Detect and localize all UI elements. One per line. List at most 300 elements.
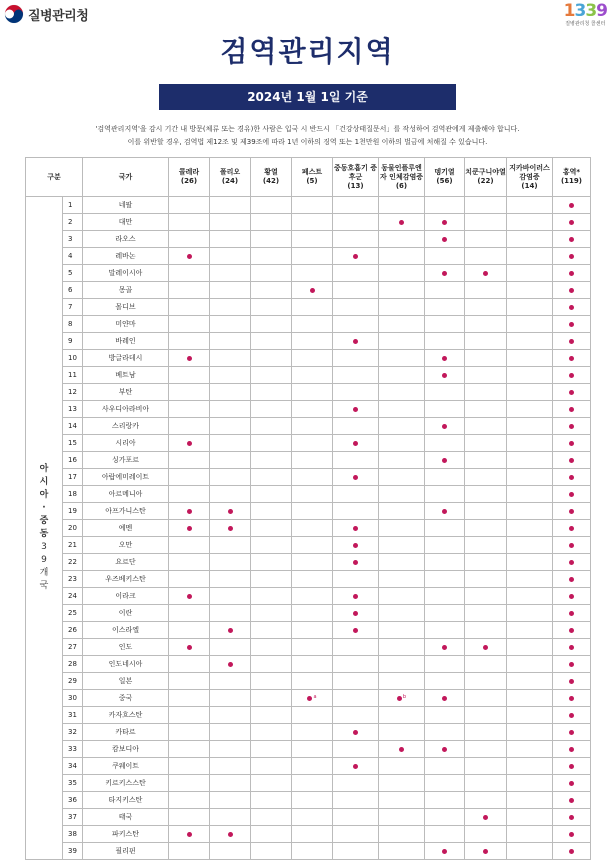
mark-cell [507,537,553,554]
mark-cell [210,350,251,367]
row-number: 3 [63,231,83,248]
mark-cell [425,724,465,741]
mark-cell [465,673,507,690]
designated-dot-icon [228,509,233,514]
disease-name: 페스트 [301,168,323,176]
designated-dot-icon [569,543,574,548]
disease-count: (13) [347,181,364,190]
table-row [26,843,591,860]
designated-dot-icon [353,475,358,480]
mark-cell [292,690,333,707]
mark-cell [425,401,465,418]
row-number: 25 [63,605,83,622]
designated-dot-icon [569,254,574,259]
country-name: 스리랑카 [83,418,169,435]
mark-cell [292,384,333,401]
mark-cell [210,673,251,690]
mark-cell [425,826,465,843]
mark-cell [210,775,251,792]
mark-cell [425,469,465,486]
header-country: 국가 [83,158,169,197]
mark-cell [507,843,553,860]
mark-cell [507,282,553,299]
mark-cell [553,707,591,724]
hotline-number: 1339 [563,1,607,21]
row-number: 21 [63,537,83,554]
designated-dot-icon [569,662,574,667]
mark-cell [425,741,465,758]
row-number: 16 [63,452,83,469]
table-row [26,231,591,248]
row-number: 29 [63,673,83,690]
designated-dot-icon [569,526,574,531]
country-name: 오만 [83,537,169,554]
mark-cell [379,197,425,214]
mark-cell [425,299,465,316]
row-number: 32 [63,724,83,741]
mark-cell [292,826,333,843]
mark-cell [379,588,425,605]
country-name: 몽골 [83,282,169,299]
mark-cell [553,503,591,520]
country-name: 레바논 [83,248,169,265]
row-number: 12 [63,384,83,401]
designated-dot-icon [353,730,358,735]
mark-cell [465,435,507,452]
mark-cell [292,231,333,248]
disease-name: 동물인플루엔자 인체감염증 [379,163,423,181]
mark-cell [333,214,379,231]
mark-cell [379,605,425,622]
disease-count: (22) [477,177,494,185]
header-region: 구분 [26,158,83,197]
designated-dot-icon [569,271,574,276]
mark-cell [553,316,591,333]
mark-cell [169,316,210,333]
header-disease [465,158,507,197]
mark-cell [210,707,251,724]
mark-cell [379,282,425,299]
mark-cell [425,231,465,248]
country-name: 베트남 [83,367,169,384]
header-disease [379,158,425,197]
mark-cell [507,656,553,673]
disease-count: (6) [395,181,408,190]
mark-cell [251,316,292,333]
row-number: 14 [63,418,83,435]
row-number: 26 [63,622,83,639]
mark-cell [169,367,210,384]
mark-cell [507,792,553,809]
mark-cell [465,503,507,520]
designated-dot-icon [187,594,192,599]
mark-cell [251,741,292,758]
mark-cell [465,367,507,384]
mark-cell [251,809,292,826]
korea-emblem-icon [4,4,24,24]
designated-dot-icon [569,458,574,463]
mark-cell [169,622,210,639]
mark-cell [379,333,425,350]
mark-cell [251,486,292,503]
header-disease [507,158,553,197]
mark-cell [465,350,507,367]
mark-cell [169,265,210,282]
mark-cell [333,707,379,724]
mark-cell [379,724,425,741]
disease-name: 콜레라 [178,168,200,176]
mark-cell [553,452,591,469]
designated-dot-icon [228,526,233,531]
row-number: 11 [63,367,83,384]
row-number: 36 [63,792,83,809]
mark-cell [553,401,591,418]
mark-cell [507,775,553,792]
designated-dot-icon [187,441,192,446]
mark-cell [425,673,465,690]
designated-dot-icon [187,509,192,514]
mark-cell [465,282,507,299]
mark-cell [169,656,210,673]
mark-cell [507,673,553,690]
mark-cell [292,333,333,350]
mark-cell [425,758,465,775]
table-row [26,639,591,656]
row-number: 37 [63,809,83,826]
disease-count: (56) [436,177,453,185]
mark-cell [210,741,251,758]
mark-cell [379,350,425,367]
mark-cell [251,418,292,435]
designated-dot-icon [569,577,574,582]
mark-cell [333,656,379,673]
mark-cell [292,197,333,214]
mark-cell [553,333,591,350]
disease-count: (24) [221,177,239,185]
mark-cell [169,350,210,367]
mark-cell [251,282,292,299]
table-row [26,622,591,639]
table-row [26,486,591,503]
mark-cell [210,486,251,503]
mark-cell [465,741,507,758]
mark-cell [425,452,465,469]
region-char: 중 [39,516,49,526]
mark-cell [553,486,591,503]
mark-cell [465,299,507,316]
table-row [26,605,591,622]
row-number: 24 [63,588,83,605]
mark-cell [169,707,210,724]
mark-cell [210,214,251,231]
mark-cell [251,214,292,231]
designated-dot-icon [442,509,447,514]
mark-cell [379,367,425,384]
mark-cell [507,741,553,758]
mark-cell [292,588,333,605]
designated-dot-icon [483,849,488,854]
mark-cell [292,639,333,656]
designated-dot-icon [187,832,192,837]
mark-cell [465,622,507,639]
mark-cell [425,316,465,333]
mark-cell [210,367,251,384]
mark-cell [507,622,553,639]
disease-name: 중동호흡기 증후군 [333,163,377,181]
row-number: 15 [63,435,83,452]
mark-cell [465,605,507,622]
row-number: 13 [63,401,83,418]
designated-dot-icon [442,424,447,429]
mark-cell [379,826,425,843]
mark-cell [465,384,507,401]
mark-cell [379,401,425,418]
mark-cell [425,622,465,639]
mark-cell [507,588,553,605]
mark-cell [553,384,591,401]
mark-cell [210,622,251,639]
mark-cell [379,452,425,469]
mark-cell [292,401,333,418]
country-name: 부탄 [83,384,169,401]
mark-cell [169,452,210,469]
mark-cell [379,707,425,724]
table-row [26,537,591,554]
agency-name: 질병관리청 [28,8,89,24]
mark-cell [292,571,333,588]
header-disease [210,158,251,197]
disease-count: (26) [180,177,198,185]
mark-cell [169,418,210,435]
agency-logo [4,4,88,24]
mark-cell [507,214,553,231]
mark-cell [210,792,251,809]
mark-cell [507,486,553,503]
mark-cell [292,265,333,282]
designated-dot-icon [442,271,447,276]
mark-cell [379,673,425,690]
designated-dot-icon [353,611,358,616]
designated-dot-icon [187,356,192,361]
designated-dot-icon [569,356,574,361]
mark-cell [465,690,507,707]
designated-dot-icon [569,424,574,429]
mark-cell [292,248,333,265]
designated-dot-icon [187,254,192,259]
table-row [26,758,591,775]
mark-cell [465,588,507,605]
designated-dot-icon [483,815,488,820]
mark-cell [169,401,210,418]
header-disease [425,158,465,197]
table-row [26,316,591,333]
mark-cell [465,809,507,826]
mark-cell [292,435,333,452]
designated-dot-icon [569,390,574,395]
mark-cell [507,367,553,384]
mark-cell [169,503,210,520]
mark-cell [333,605,379,622]
mark-cell [553,571,591,588]
mark-cell [333,639,379,656]
mark-cell [292,469,333,486]
designated-dot-icon [569,730,574,735]
mark-cell [292,605,333,622]
disease-name: 폴리오 [219,168,241,176]
designated-dot-icon [569,594,574,599]
mark-cell [210,571,251,588]
row-number: 22 [63,554,83,571]
country-name: 방글라데시 [83,350,169,367]
hotline-caption: 질병관리청 콜센터 [565,21,606,27]
table-row [26,214,591,231]
row-number: 38 [63,826,83,843]
mark-cell [379,520,425,537]
mark-cell [292,673,333,690]
mark-cell [333,588,379,605]
mark-cell [379,639,425,656]
mark-cell [292,622,333,639]
mark-cell [553,775,591,792]
mark-cell [169,690,210,707]
row-number: 7 [63,299,83,316]
footnote-mark: b [402,694,407,700]
mark-cell [210,554,251,571]
table-row [26,503,591,520]
designated-dot-icon [228,832,233,837]
table-row [26,571,591,588]
disease-name: 지카바이러스 감염증 [509,163,550,181]
designated-dot-icon [569,781,574,786]
mark-cell [553,826,591,843]
table-row [26,367,591,384]
mark-cell [465,537,507,554]
designated-dot-icon [569,373,574,378]
mark-cell [210,401,251,418]
designated-dot-icon [442,747,447,752]
country-name: 인도 [83,639,169,656]
mark-cell [379,469,425,486]
region-cell [26,197,63,860]
mark-cell [507,605,553,622]
mark-cell [210,418,251,435]
mark-cell [379,214,425,231]
mark-cell [465,401,507,418]
country-name: 바레인 [83,333,169,350]
mark-cell [379,248,425,265]
mark-cell [425,197,465,214]
mark-cell [425,571,465,588]
mark-cell [425,503,465,520]
designated-dot-icon [353,254,358,259]
table-row [26,418,591,435]
row-number: 1 [63,197,83,214]
mark-cell [333,758,379,775]
mark-cell [507,520,553,537]
mark-cell [425,350,465,367]
disease-count: (5) [306,177,318,185]
country-name: 태국 [83,809,169,826]
mark-cell [379,554,425,571]
table-row [26,690,591,707]
designated-dot-icon [397,696,402,701]
mark-cell [169,248,210,265]
mark-cell [333,231,379,248]
mark-cell [379,316,425,333]
designated-dot-icon [569,611,574,616]
designated-dot-icon [569,492,574,497]
row-number: 4 [63,248,83,265]
country-name: 말레이시아 [83,265,169,282]
mark-cell [169,554,210,571]
mark-cell [507,809,553,826]
region-count-char: 39 [41,542,47,565]
table-row [26,724,591,741]
mark-cell [169,843,210,860]
mark-cell [292,792,333,809]
header-disease [553,158,591,197]
region-char: 아 [39,464,49,474]
designated-dot-icon [353,543,358,548]
mark-cell [465,843,507,860]
mark-cell [465,571,507,588]
mark-cell [292,486,333,503]
mark-cell [553,673,591,690]
mark-cell [379,503,425,520]
region-char: 시 [39,477,49,487]
country-name: 이스라엘 [83,622,169,639]
mark-cell [553,554,591,571]
designated-dot-icon [569,407,574,412]
designated-dot-icon [353,407,358,412]
country-name: 예멘 [83,520,169,537]
mark-cell [553,418,591,435]
table-row [26,809,591,826]
mark-cell [507,299,553,316]
table-row [26,707,591,724]
mark-cell [210,333,251,350]
mark-cell [169,792,210,809]
table-row [26,452,591,469]
mark-cell [169,775,210,792]
hotline-logo [564,2,607,27]
mark-cell [425,588,465,605]
designated-dot-icon [569,288,574,293]
mark-cell [333,418,379,435]
mark-cell [251,843,292,860]
mark-cell [251,469,292,486]
mark-cell [379,486,425,503]
mark-cell [425,605,465,622]
mark-cell [251,367,292,384]
mark-cell [251,435,292,452]
disease-count: (14) [521,181,538,190]
mark-cell [169,282,210,299]
mark-cell [169,435,210,452]
row-number: 30 [63,690,83,707]
mark-cell [210,724,251,741]
row-number: 18 [63,486,83,503]
mark-cell [379,299,425,316]
mark-cell [553,758,591,775]
mark-cell [553,248,591,265]
mark-cell [507,571,553,588]
mark-cell [507,248,553,265]
mark-cell [169,673,210,690]
mark-cell [425,656,465,673]
mark-cell [251,333,292,350]
mark-cell [425,282,465,299]
